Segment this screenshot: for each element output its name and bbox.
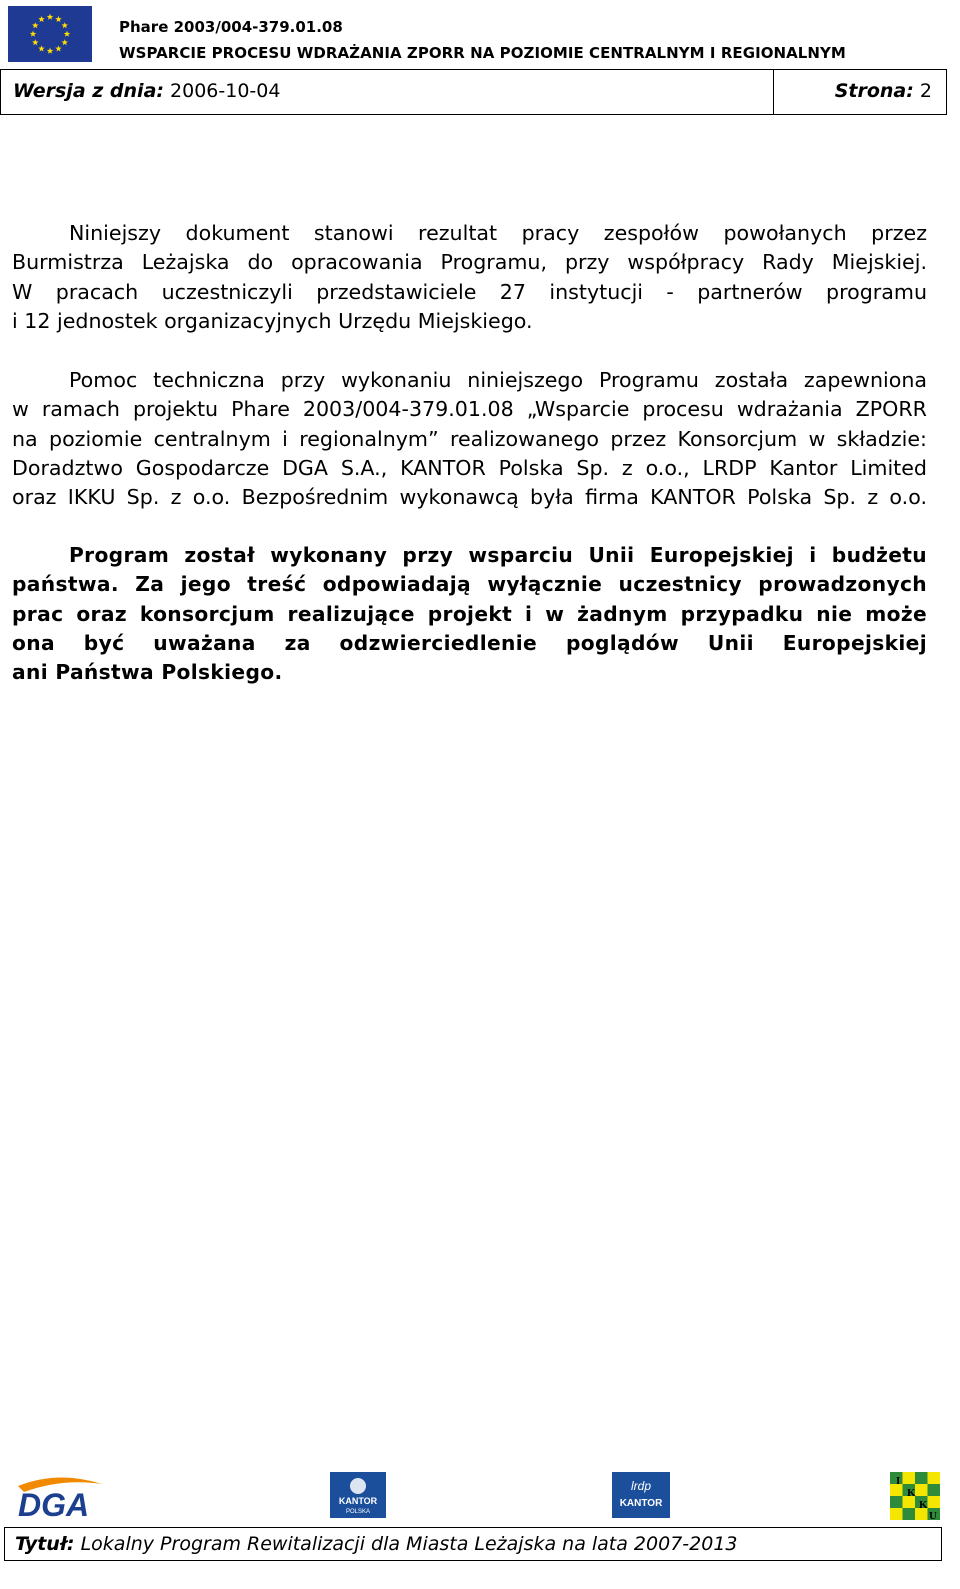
footer-title-label: Tytuł: bbox=[15, 1533, 75, 1555]
text-line: Pomoc techniczna przy wykonaniu niniejszego Programu została zapewniona bbox=[69, 368, 927, 392]
version-label: Wersja z dnia: bbox=[13, 80, 164, 102]
paragraph-team bbox=[12, 219, 927, 336]
dga-logo bbox=[12, 1472, 104, 1522]
text-line: ani Państwa Polskiego. bbox=[12, 660, 283, 685]
dga-logo-text: DGA bbox=[18, 1487, 90, 1522]
text-line: prac oraz konsorcjum realizujące projekt i w żadnym przypadku nie może bbox=[12, 601, 927, 626]
lrdp-kantor-logo bbox=[612, 1472, 670, 1518]
project-title: WSPARCIE PROCESU WDRAŻANIA ZPORR NA POZIOMIE CENTRALNYM I REGIONALNYM bbox=[119, 44, 846, 62]
footer-title-box bbox=[4, 1527, 942, 1561]
footer-title bbox=[15, 1533, 738, 1555]
text-line: W pracach uczestniczyli przedstawiciele 27 instytucji - partnerów programu bbox=[12, 279, 927, 304]
table-divider bbox=[773, 70, 774, 114]
text-line: i 12 jednostek organizacyjnych Urzędu Miejskiego. bbox=[12, 308, 533, 333]
project-code: Phare 2003/004-379.01.08 bbox=[119, 18, 343, 36]
text-line: państwa. Za jego treść odpowiadają wyłącznie uczestnicy prowadzonych bbox=[12, 572, 927, 597]
text-line: ona być uważana za odzwierciedlenie poglądów Unii Europejskiej bbox=[12, 630, 927, 655]
kantor-logo-subtext: POLSKA bbox=[345, 1509, 371, 1515]
eu-flag-logo bbox=[8, 6, 92, 62]
text-line: Burmistrza Leżajska do opracowania Programu, przy współpracy Rady Miejskiej. bbox=[12, 250, 927, 275]
ikku-letter: K bbox=[907, 1487, 916, 1499]
lrdp-kantor-logo-text: KANTOR bbox=[619, 1498, 663, 1509]
ikku-logo bbox=[890, 1472, 940, 1520]
ikku-letter: I bbox=[896, 1475, 901, 1487]
page-number: 2 bbox=[919, 80, 932, 102]
kantor-logo-text: KANTOR bbox=[338, 1496, 378, 1506]
page-cell bbox=[835, 80, 932, 102]
text-line: na poziomie centralnym i regionalnym” realizowanego przez Konsorcjum w składzie: bbox=[12, 426, 927, 451]
version-cell bbox=[13, 80, 280, 102]
footer-title-value: Lokalny Program Rewitalizacji dla Miasta Leżajska na lata 2007-2013 bbox=[80, 1533, 738, 1555]
page-label: Strona: bbox=[834, 80, 914, 102]
version-value: 2006-10-04 bbox=[170, 80, 281, 102]
kantor-globe-icon bbox=[350, 1478, 366, 1494]
kantor-polska-logo bbox=[330, 1472, 386, 1518]
paragraph-disclaimer bbox=[12, 541, 927, 687]
eu-stars-icon bbox=[8, 6, 92, 62]
text-line: oraz IKKU Sp. z o.o. Bezpośrednim wykonawcą była firma KANTOR Polska Sp. z o.o. bbox=[12, 485, 927, 510]
text-line: w ramach projektu Phare 2003/004-379.01.08 „Wsparcie procesu wdrażania ZPORR bbox=[12, 397, 927, 422]
text-line: Niniejszy dokument stanowi rezultat pracy zespołów powołanych przez bbox=[69, 221, 927, 245]
text-line: Program został wykonany przy wsparciu Unii Europejskiej i budżetu bbox=[69, 543, 927, 567]
text-line: Doradztwo Gospodarcze DGA S.A., KANTOR Polska Sp. z o.o., LRDP Kantor Limited bbox=[12, 455, 927, 480]
paragraph-technical-assistance bbox=[12, 366, 927, 512]
version-table bbox=[0, 69, 947, 115]
lrdp-logo-text: lrdp bbox=[630, 1479, 652, 1493]
ikku-letter: U bbox=[929, 1510, 937, 1520]
ikku-letter: K bbox=[919, 1499, 928, 1511]
